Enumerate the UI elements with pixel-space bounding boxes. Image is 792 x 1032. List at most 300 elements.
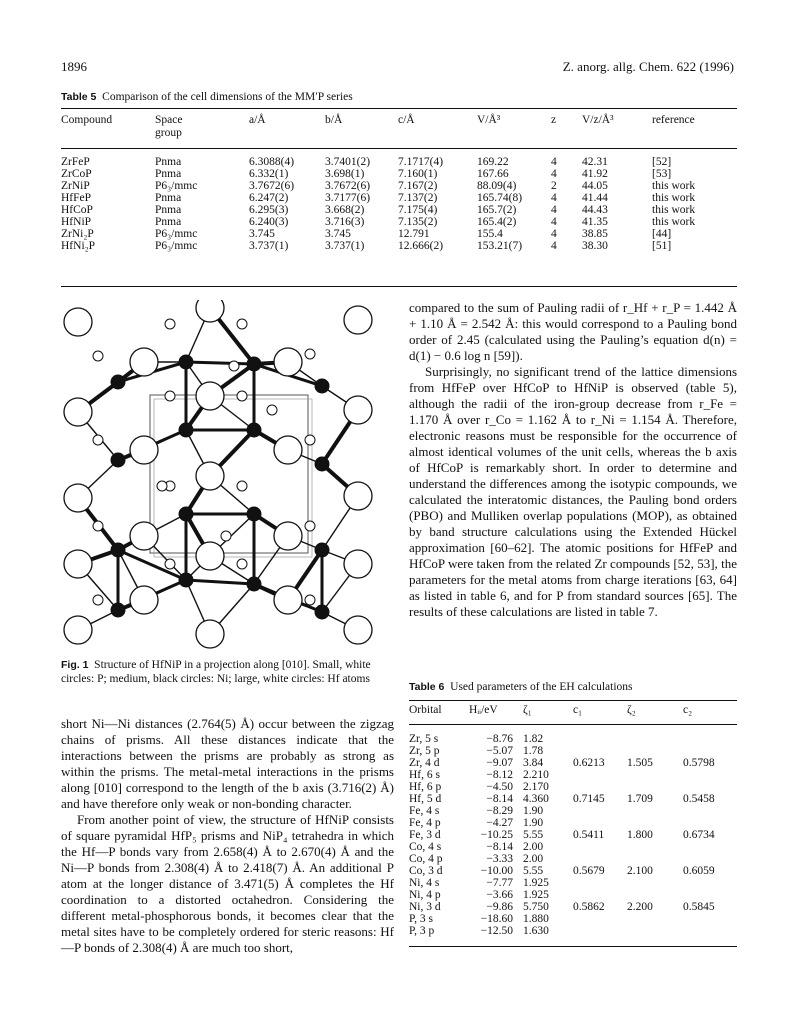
table5-cell: 4 bbox=[551, 156, 557, 168]
table6-cell bbox=[683, 853, 737, 865]
table6-cell bbox=[627, 733, 683, 745]
table6-cell bbox=[683, 877, 737, 889]
table6-row bbox=[409, 925, 737, 937]
left-paragraph-2: From another point of view, the structure of HfNiP consists of square pyramidal HfP₅ prisms and NiP₄ tetrahedra in which the Hf—P bonds vary from 2.658(4) Å to 2.670(4) Å and the Ni—P bonds from 2.308(4) Å to 2.418(7) Å. An additional P atom at the longer distance of 3.471(5) Å completes the Hf coordination to a distorted octahedron. Considering the different metal-phosphorous bonds, it becomes clear that the metal sites have to be completely ordered for steric reasons: Hf—P bonds of 2.308(4) Å are much too short, bbox=[61, 812, 394, 955]
table6-cell bbox=[573, 853, 627, 865]
table6-cell: −12.50 bbox=[480, 925, 513, 937]
figure1-structure bbox=[58, 300, 398, 652]
table5-cell: this work bbox=[652, 192, 696, 204]
table6-cell: 5.750 bbox=[523, 901, 549, 913]
hf-atom bbox=[196, 382, 224, 410]
table5-cell: 7.135(2) bbox=[398, 216, 438, 228]
hf-atom bbox=[130, 586, 158, 614]
table5-cell: Pnma bbox=[155, 156, 182, 168]
table6-cell: −4.27 bbox=[486, 817, 513, 829]
table6-row bbox=[409, 901, 737, 913]
table5-cell: 41.35 bbox=[582, 216, 608, 228]
table5-cell: 3.737(1) bbox=[325, 240, 365, 252]
table5-cell: 3.737(1) bbox=[249, 240, 289, 252]
table6-cell bbox=[627, 889, 683, 901]
table5-cell: P6₃/mmc bbox=[155, 180, 198, 192]
hf-atom bbox=[130, 348, 158, 376]
table6-cell: Hf, 6 s bbox=[409, 769, 440, 781]
table6-cell: 1.90 bbox=[523, 817, 544, 829]
table5-header-cell: Compound bbox=[61, 114, 113, 126]
table6-cell: Fe, 3 d bbox=[409, 829, 441, 841]
table6-cell: 2.200 bbox=[627, 901, 653, 913]
table5-cell: 7.1717(4) bbox=[398, 156, 444, 168]
hf-atom bbox=[344, 482, 372, 510]
p-atom bbox=[237, 559, 247, 569]
table5-cell: 41.44 bbox=[582, 192, 608, 204]
p-atom bbox=[221, 531, 231, 541]
table6-cell: −8.14 bbox=[486, 793, 513, 805]
table6-cell: 5.55 bbox=[523, 829, 544, 841]
ni-atom bbox=[179, 355, 193, 369]
p-atom bbox=[93, 435, 103, 445]
table6-cell: −9.07 bbox=[486, 757, 513, 769]
table6-header-cell: c₁ bbox=[573, 704, 583, 716]
table6-row bbox=[409, 769, 737, 781]
table5-header-cell: V/Å³ bbox=[477, 114, 501, 126]
table6-cell: −5.07 bbox=[486, 745, 513, 757]
table6-cell: Hf, 5 d bbox=[409, 793, 442, 805]
table6-cell: 2.210 bbox=[523, 769, 549, 781]
table5-cell: 12.666(2) bbox=[398, 240, 444, 252]
left-paragraph-1: short Ni—Ni distances (2.764(5) Å) occur between the zigzag chains of prisms. All these distances indicate that the interactions between the prisms are probably as strong as within the prisms. The metal-metal interactions in the prisms along [010] correspond to the length of the b axis (3.716(2) Å) and have therefore only weak or non-bonding character. bbox=[61, 716, 394, 811]
table6-cell bbox=[627, 925, 683, 937]
table6-row bbox=[409, 781, 737, 793]
table6-cell: 0.6734 bbox=[683, 829, 715, 841]
table6-row bbox=[409, 889, 737, 901]
table6-cell: Zr, 4 d bbox=[409, 757, 440, 769]
ni-atom bbox=[179, 423, 193, 437]
table6-cell bbox=[627, 853, 683, 865]
table6-cell: P, 3 s bbox=[409, 913, 433, 925]
hf-atom bbox=[344, 306, 372, 334]
table6-cell bbox=[683, 817, 737, 829]
table5-cell: 42.31 bbox=[582, 156, 608, 168]
table5-cell: Pnma bbox=[155, 192, 182, 204]
table6-bottom-rule bbox=[409, 946, 737, 947]
table5-cell: 2 bbox=[551, 180, 557, 192]
ni-atom bbox=[315, 379, 329, 393]
table6-cell: 0.5458 bbox=[683, 793, 715, 805]
table6-cell: −7.77 bbox=[486, 877, 513, 889]
table6-body bbox=[409, 725, 737, 937]
table5-cell: 7.175(4) bbox=[398, 204, 438, 216]
table6-cell: 0.5862 bbox=[573, 901, 605, 913]
table6-cell: Zr, 5 p bbox=[409, 745, 440, 757]
table6-cell: Co, 4 s bbox=[409, 841, 442, 853]
ni-atom bbox=[315, 457, 329, 471]
hf-atom bbox=[64, 398, 92, 426]
table6-row bbox=[409, 745, 737, 757]
table6-cell bbox=[573, 817, 627, 829]
table5-cell: 153.21(7) bbox=[477, 240, 523, 252]
table6-cell bbox=[627, 745, 683, 757]
table5-cell: ZrNi₂P bbox=[61, 228, 94, 240]
table6-cell bbox=[627, 913, 683, 925]
table5-cell: 6.332(1) bbox=[249, 168, 289, 180]
table6-cell bbox=[573, 925, 627, 937]
p-atom bbox=[237, 481, 247, 491]
table5-row bbox=[61, 240, 737, 252]
table5-caption bbox=[61, 91, 353, 103]
ni-atom bbox=[111, 543, 125, 557]
p-atom bbox=[165, 391, 175, 401]
table5-cell: 169.22 bbox=[477, 156, 509, 168]
table5-cell: 4 bbox=[551, 216, 557, 228]
p-atom bbox=[165, 319, 175, 329]
table5-bottom-rule bbox=[61, 286, 737, 287]
page-number: 1896 bbox=[61, 59, 87, 74]
table5-cell: 3.7177(6) bbox=[325, 192, 371, 204]
table5-row bbox=[61, 192, 737, 204]
table6-cell bbox=[683, 781, 737, 793]
table5-cell: 165.7(2) bbox=[477, 204, 517, 216]
table5-cell: HfCoP bbox=[61, 204, 93, 216]
table6-cell: −8.12 bbox=[486, 769, 513, 781]
table6-row bbox=[409, 733, 737, 745]
table6-cell bbox=[627, 841, 683, 853]
table6-cell: Co, 4 p bbox=[409, 853, 443, 865]
ni-atom bbox=[247, 357, 261, 371]
table6-cell bbox=[573, 733, 627, 745]
table6-header-cell: Orbital bbox=[409, 704, 442, 716]
table5-top-rule bbox=[61, 108, 737, 109]
hf-atom bbox=[274, 348, 302, 376]
table5-cell: [51] bbox=[652, 240, 672, 252]
table6-cell: −8.29 bbox=[486, 805, 513, 817]
ni-atom bbox=[247, 507, 261, 521]
table5-cell: 3.668(2) bbox=[325, 204, 365, 216]
ni-atom bbox=[315, 543, 329, 557]
table6-cell bbox=[683, 889, 737, 901]
table6-cell bbox=[683, 769, 737, 781]
table5-cell: 38.85 bbox=[582, 228, 608, 240]
table6-cell: 2.170 bbox=[523, 781, 549, 793]
bond-line bbox=[118, 550, 186, 580]
right-column-text bbox=[409, 300, 737, 620]
right-paragraph-1: compared to the sum of Pauling radii of r_Hf + r_P = 1.442 Å + 1.10 Å = 2.542 Å: this would correspond to a Pauling bond order of 2.45 (calculated using the Pauling’s equation d(n) = d(1) − 0.6 log n [59]). bbox=[409, 300, 737, 363]
table5-cell: 3.7672(6) bbox=[249, 180, 295, 192]
table5-cell: 3.745 bbox=[249, 228, 275, 240]
table5-cell: 44.05 bbox=[582, 180, 608, 192]
table5-title: Comparison of the cell dimensions of the MM′P series bbox=[102, 91, 353, 103]
table5-cell: 165.74(8) bbox=[477, 192, 523, 204]
table6-cell bbox=[627, 817, 683, 829]
table5-cell: 44.43 bbox=[582, 204, 608, 216]
p-atom bbox=[237, 391, 247, 401]
table6-cell: −3.66 bbox=[486, 889, 513, 901]
figure1-caption-text: Structure of HfNiP in a projection along [010]. Small, white circles: P; medium, black circles: Ni; large, white circles: Hf atoms bbox=[61, 659, 371, 685]
table6-header-cell: ζ₂ bbox=[627, 704, 636, 716]
left-column-text bbox=[61, 716, 394, 956]
table6-cell bbox=[573, 889, 627, 901]
table6-row bbox=[409, 913, 737, 925]
table6-cell: −8.14 bbox=[486, 841, 513, 853]
table6-cell: 1.505 bbox=[627, 757, 653, 769]
p-atom bbox=[93, 595, 103, 605]
hf-atom bbox=[196, 300, 224, 322]
hf-atom bbox=[130, 436, 158, 464]
table6-cell bbox=[683, 925, 737, 937]
p-atom bbox=[157, 481, 167, 491]
table5-row bbox=[61, 216, 737, 228]
bond-line bbox=[186, 580, 254, 584]
table5-cell: 6.240(3) bbox=[249, 216, 289, 228]
table5-cell: 167.66 bbox=[477, 168, 509, 180]
table5-cell: 41.92 bbox=[582, 168, 608, 180]
table6-header-row bbox=[409, 703, 737, 725]
table6-cell: 0.5798 bbox=[683, 757, 715, 769]
hf-atom bbox=[344, 396, 372, 424]
table5-cell: 6.3088(4) bbox=[249, 156, 295, 168]
hf-atom bbox=[130, 522, 158, 550]
table6-title: Used parameters of the EH calculations bbox=[450, 681, 633, 693]
table6-cell: 1.78 bbox=[523, 745, 544, 757]
table6-cell bbox=[683, 913, 737, 925]
ni-atom bbox=[179, 573, 193, 587]
table6-caption bbox=[409, 681, 633, 693]
table5-row bbox=[61, 204, 737, 216]
figure1-label: Fig. 1 bbox=[61, 659, 89, 671]
hf-atom bbox=[64, 616, 92, 644]
table5-cell: 3.7401(2) bbox=[325, 156, 371, 168]
table5-cell: this work bbox=[652, 204, 696, 216]
table5-cell: 3.716(3) bbox=[325, 216, 365, 228]
table6-cell: Fe, 4 p bbox=[409, 817, 441, 829]
ni-atom bbox=[315, 605, 329, 619]
table5-header-cell: a/Å bbox=[249, 114, 266, 126]
table6-cell: 5.55 bbox=[523, 865, 544, 877]
journal-citation: Z. anorg. allg. Chem. 622 (1996) bbox=[562, 59, 734, 74]
ni-atom bbox=[111, 453, 125, 467]
bond-line bbox=[186, 362, 254, 364]
table5-cell: 3.7672(6) bbox=[325, 180, 371, 192]
hf-atom bbox=[274, 586, 302, 614]
table6-cell bbox=[683, 733, 737, 745]
p-atom bbox=[267, 405, 277, 415]
hf-atom bbox=[64, 484, 92, 512]
table6-cell: Ni, 4 s bbox=[409, 877, 440, 889]
table6-cell: 1.880 bbox=[523, 913, 549, 925]
table6-row bbox=[409, 853, 737, 865]
table5-cell: P6₃/mmc bbox=[155, 240, 198, 252]
table5 bbox=[61, 114, 737, 252]
table5-header-cell: V/z/Å³ bbox=[582, 114, 614, 126]
table5-cell: 7.137(2) bbox=[398, 192, 438, 204]
table6-cell bbox=[573, 745, 627, 757]
table6-row bbox=[409, 829, 737, 841]
table6-cell: Fe, 4 s bbox=[409, 805, 440, 817]
table5-cell: 155.4 bbox=[477, 228, 503, 240]
table5-row bbox=[61, 228, 737, 240]
table5-cell: Pnma bbox=[155, 204, 182, 216]
table6-cell bbox=[573, 913, 627, 925]
table6-cell: 4.360 bbox=[523, 793, 549, 805]
table5-header-cell: Space group bbox=[155, 114, 183, 139]
hf-atom bbox=[196, 620, 224, 648]
table6-cell bbox=[683, 841, 737, 853]
table6-cell: 1.709 bbox=[627, 793, 653, 805]
table6-cell: −8.76 bbox=[486, 733, 513, 745]
table6-header-cell: ζ₁ bbox=[523, 704, 532, 716]
table5-cell: 4 bbox=[551, 228, 557, 240]
p-atom bbox=[93, 521, 103, 531]
table6-cell: Hf, 6 p bbox=[409, 781, 442, 793]
table6-cell: 1.925 bbox=[523, 877, 549, 889]
table6-row bbox=[409, 841, 737, 853]
table5-cell: [52] bbox=[652, 156, 672, 168]
table6-cell: −10.00 bbox=[480, 865, 513, 877]
table5-cell: ZrNiP bbox=[61, 180, 90, 192]
p-atom bbox=[165, 559, 175, 569]
hf-atom bbox=[196, 542, 224, 570]
hf-atom bbox=[64, 550, 92, 578]
ni-atom bbox=[247, 577, 261, 591]
table6-row bbox=[409, 757, 737, 769]
table6-cell bbox=[683, 745, 737, 757]
table5-label: Table 5 bbox=[61, 91, 97, 103]
table6-row bbox=[409, 805, 737, 817]
table6-cell: 0.5845 bbox=[683, 901, 715, 913]
table6-cell: Ni, 3 d bbox=[409, 901, 441, 913]
table6-cell: Ni, 4 p bbox=[409, 889, 441, 901]
table6-row bbox=[409, 793, 737, 805]
table5-header-cell: b/Å bbox=[325, 114, 343, 126]
table6-row bbox=[409, 817, 737, 829]
table5-cell: HfNiP bbox=[61, 216, 92, 228]
table5-cell: HfFeP bbox=[61, 192, 92, 204]
table5-cell: 3.745 bbox=[325, 228, 351, 240]
table6-cell: 1.630 bbox=[523, 925, 549, 937]
ni-atom bbox=[179, 507, 193, 521]
table5-row bbox=[61, 180, 737, 192]
ni-atom bbox=[111, 375, 125, 389]
table6-cell: 1.800 bbox=[627, 829, 653, 841]
table6-cell: 3.84 bbox=[523, 757, 544, 769]
table6-cell: Zr, 5 s bbox=[409, 733, 439, 745]
hf-atom bbox=[344, 550, 372, 578]
ni-atom bbox=[247, 423, 261, 437]
table6-cell: 0.6059 bbox=[683, 865, 715, 877]
table5-cell: this work bbox=[652, 216, 696, 228]
table5-cell: 88.09(4) bbox=[477, 180, 517, 192]
table5-cell: [44] bbox=[652, 228, 672, 240]
table5-cell: 38.30 bbox=[582, 240, 608, 252]
table5-cell: Pnma bbox=[155, 216, 182, 228]
hf-atom bbox=[64, 308, 92, 336]
table6-cell: 1.925 bbox=[523, 889, 549, 901]
table5-header-cell: z bbox=[551, 114, 557, 126]
table5-cell: 4 bbox=[551, 192, 557, 204]
table6 bbox=[409, 703, 737, 937]
table5-cell: 3.698(1) bbox=[325, 168, 365, 180]
table6-cell: 0.7145 bbox=[573, 793, 605, 805]
table6-cell: 1.90 bbox=[523, 805, 544, 817]
hf-atom bbox=[344, 616, 372, 644]
table5-cell: 4 bbox=[551, 240, 557, 252]
table6-top-rule bbox=[409, 700, 737, 701]
hf-atom bbox=[274, 436, 302, 464]
table5-cell: ZrCoP bbox=[61, 168, 92, 180]
table6-cell bbox=[627, 781, 683, 793]
p-atom bbox=[93, 351, 103, 361]
table5-cell: Pnma bbox=[155, 168, 182, 180]
right-paragraph-2: Surprisingly, no significant trend of the lattice dimensions from HfFeP over HfCoP to HfNiP is observed (table 5), although the radii of the iron-group decrease from r_Fe = 1.170 Å over r_Co = 1.162 Å to r_Ni = 1.154 Å. Therefore, electronic reasons must be responsible for the occurrence of almost identical volumes of the unit cells, whereas the b axis of HfCoP is remarkably short. In order to determine and understand the differences among the isotypic compounds, we calculated the interatomic distances, the Pauling bond orders (PBO) and Mulliken overlap populations (MOP), as obtained by band structure calculations using the Extended Hückel approximation [60–62]. The atomic positions for HfFeP and HfCoP were taken from the related Zr compounds [52, 53], the parameters for the metal atoms from charge iterations [63, 64] as listed in table 6, and for P from standard sources [65]. The results of these calculations are listed in table 7. bbox=[409, 364, 737, 619]
table5-cell: this work bbox=[652, 180, 696, 192]
table6-cell bbox=[573, 877, 627, 889]
table5-row bbox=[61, 168, 737, 180]
p-atom bbox=[305, 595, 315, 605]
p-atom bbox=[305, 521, 315, 531]
table6-cell bbox=[627, 877, 683, 889]
table6-cell bbox=[573, 841, 627, 853]
table6-cell: 2.00 bbox=[523, 841, 544, 853]
table6-cell: Co, 3 d bbox=[409, 865, 443, 877]
p-atom bbox=[229, 361, 239, 371]
table6-row bbox=[409, 877, 737, 889]
hf-atom bbox=[196, 462, 224, 490]
table6-cell: −3.33 bbox=[486, 853, 513, 865]
table5-cell: HfNi₂P bbox=[61, 240, 96, 252]
table5-cell: 7.167(2) bbox=[398, 180, 438, 192]
table6-cell: P, 3 p bbox=[409, 925, 435, 937]
table6-cell bbox=[627, 769, 683, 781]
table5-cell: 4 bbox=[551, 168, 557, 180]
table6-cell bbox=[573, 769, 627, 781]
p-atom bbox=[305, 435, 315, 445]
table6-cell: 0.5679 bbox=[573, 865, 605, 877]
table5-header-row bbox=[61, 114, 737, 146]
table6-cell: −4.50 bbox=[486, 781, 513, 793]
table6-cell bbox=[573, 781, 627, 793]
p-atom bbox=[237, 319, 247, 329]
table6-header-cell: c₂ bbox=[683, 704, 693, 716]
table6-cell: −18.60 bbox=[480, 913, 513, 925]
table5-cell: 4 bbox=[551, 204, 557, 216]
table6-header-cell: Hᵢᵢ/eV bbox=[469, 704, 498, 716]
figure1-caption bbox=[61, 659, 394, 686]
table5-body bbox=[61, 146, 737, 252]
table5-cell: ZrFeP bbox=[61, 156, 90, 168]
table6-cell: 1.82 bbox=[523, 733, 544, 745]
table6-cell: 0.6213 bbox=[573, 757, 605, 769]
hf-atom bbox=[274, 522, 302, 550]
table6-cell: −9.86 bbox=[486, 901, 513, 913]
table5-cell: 165.4(2) bbox=[477, 216, 517, 228]
ni-atom bbox=[111, 603, 125, 617]
table6-cell: 2.00 bbox=[523, 853, 544, 865]
table6-row bbox=[409, 865, 737, 877]
table5-header-cell: reference bbox=[652, 114, 695, 126]
table6-cell bbox=[683, 805, 737, 817]
table5-cell: [53] bbox=[652, 168, 672, 180]
table5-cell: 6.295(3) bbox=[249, 204, 289, 216]
table5-row bbox=[61, 156, 737, 168]
table5-cell: 7.160(1) bbox=[398, 168, 438, 180]
crystal-structure-diagram bbox=[58, 300, 398, 652]
table6-label: Table 6 bbox=[409, 681, 445, 693]
table6-cell: 2.100 bbox=[627, 865, 653, 877]
table5-cell: 6.247(2) bbox=[249, 192, 289, 204]
table6-cell bbox=[627, 805, 683, 817]
table6-cell: 0.5411 bbox=[573, 829, 605, 841]
table5-cell: P6₃/mmc bbox=[155, 228, 198, 240]
table5-cell: 12.791 bbox=[398, 228, 430, 240]
